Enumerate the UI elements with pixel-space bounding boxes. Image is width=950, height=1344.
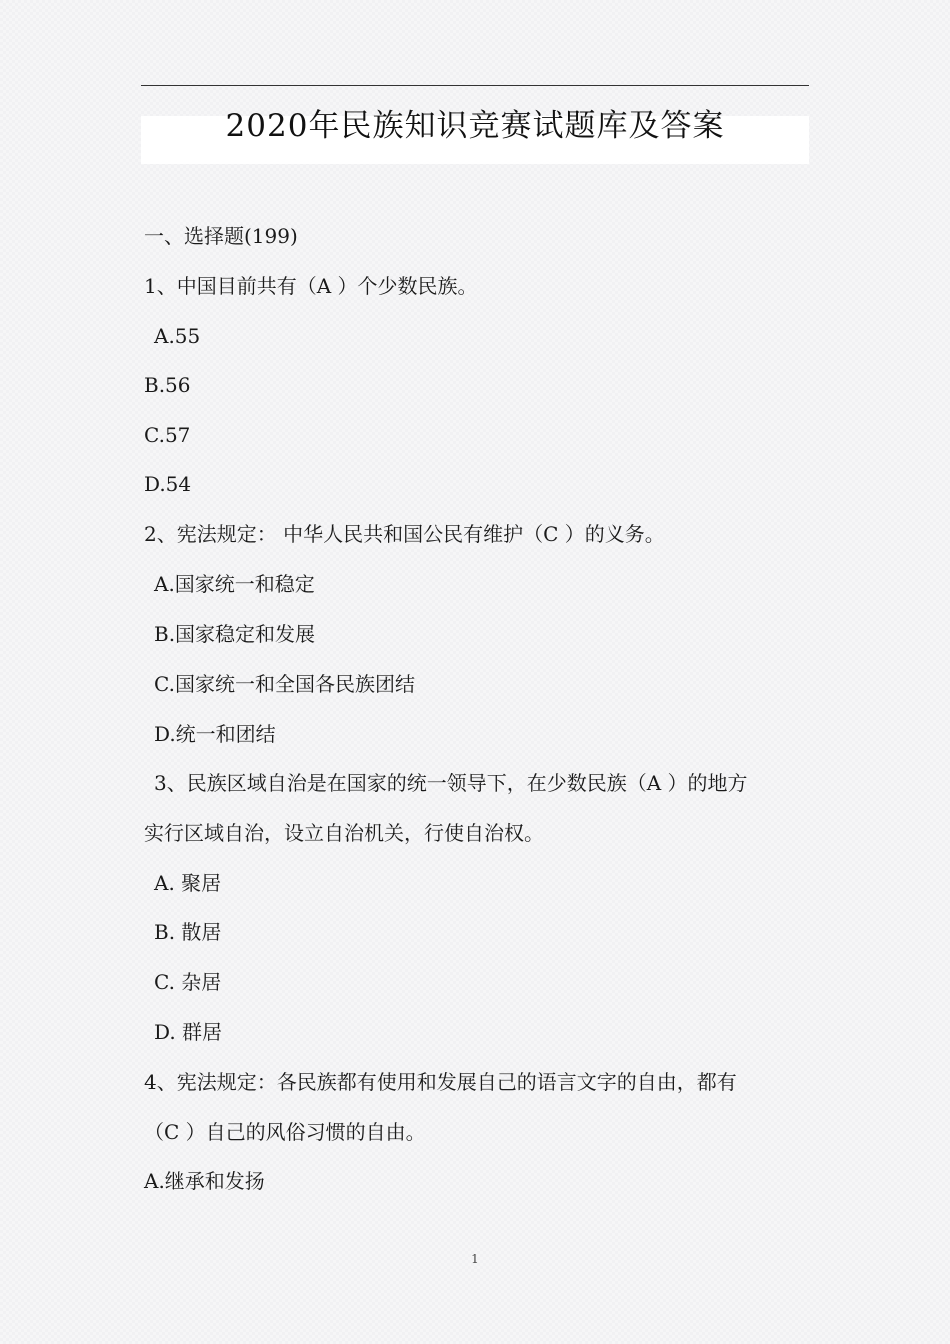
option-3c: C. 杂居 <box>154 970 222 994</box>
option-2c: C.国家统一和全国各民族团结 <box>154 672 415 696</box>
question-3-line-2: 实行区域自治，设立自治机关，行使自治权。 <box>144 821 544 845</box>
option-1c: C.57 <box>144 423 191 447</box>
option-3b: B. 散居 <box>154 920 222 944</box>
page-number: 1 <box>471 1252 479 1266</box>
header-rule <box>141 85 809 86</box>
option-2d: D.统一和团结 <box>154 722 276 746</box>
option-1b: B.56 <box>144 373 191 397</box>
section-heading: 一、选择题(199) <box>144 224 298 248</box>
question-3-line-1: 3、民族区域自治是在国家的统一领导下，在少数民族（A ）的地方 <box>154 771 748 795</box>
option-1a: A.55 <box>154 324 201 348</box>
question-4-line-2: （C ）自己的风俗习惯的自由。 <box>144 1120 426 1144</box>
option-3d: D. 群居 <box>154 1020 223 1044</box>
question-1: 1、中国目前共有（A ）个少数民族。 <box>144 274 478 298</box>
question-2: 2、宪法规定： 中华人民共和国公民有维护（C ）的义务。 <box>144 522 665 546</box>
option-1d: D.54 <box>144 472 192 496</box>
document-title: 2020年民族知识竞赛试题库及答案 <box>225 108 725 144</box>
question-4-line-1: 4、宪法规定：各民族都有使用和发展自己的语言文字的自由，都有 <box>144 1070 737 1094</box>
option-4a: A.继承和发扬 <box>144 1169 265 1193</box>
option-3a: A. 聚居 <box>154 871 222 895</box>
option-2b: B.国家稳定和发展 <box>154 622 316 646</box>
option-2a: A.国家统一和稳定 <box>154 572 315 596</box>
